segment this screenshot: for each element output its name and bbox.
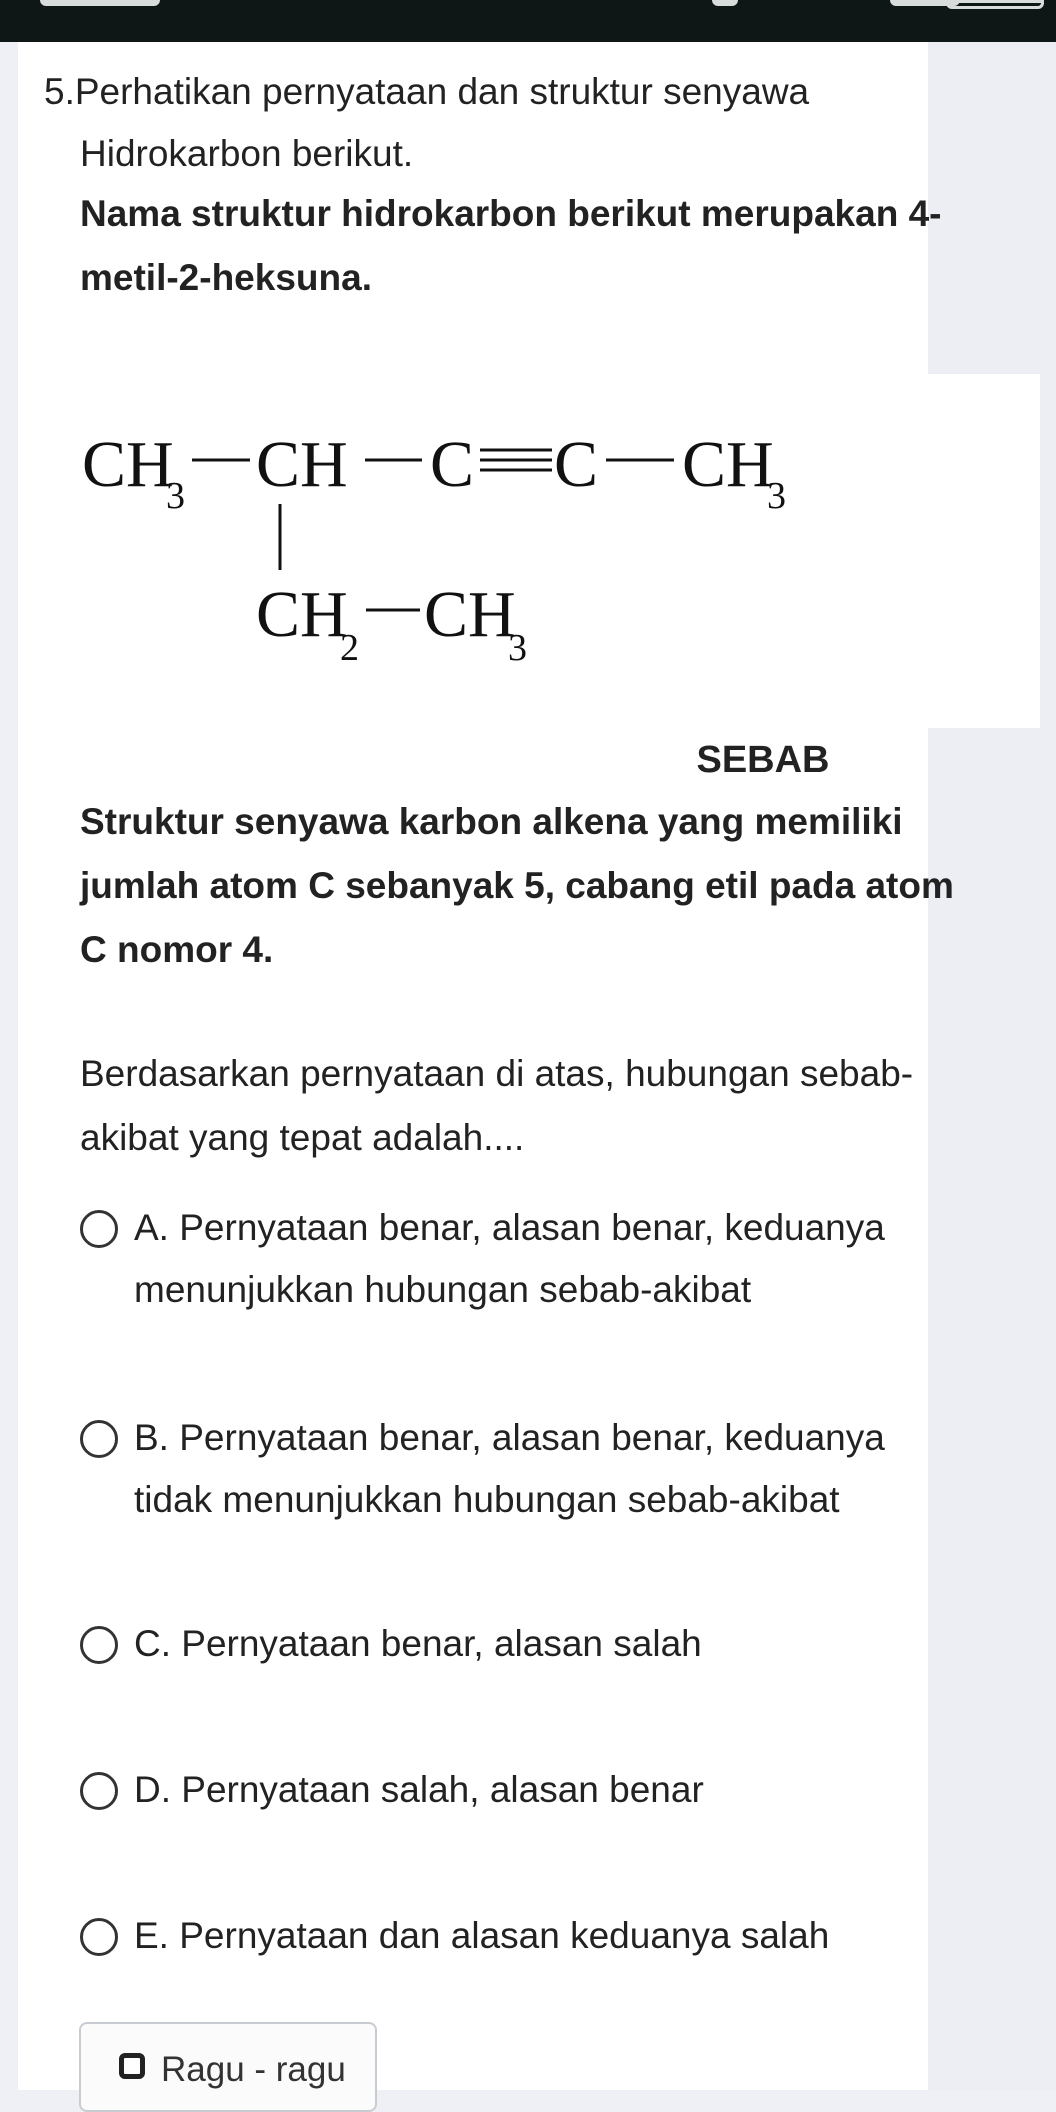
option-b-label: B. Pernyataan benar, alasan benar, keduanya [134,1417,885,1458]
ragu-ragu-button[interactable] [79,2022,377,2112]
clock-icon [40,0,160,6]
ch3-branch-subscript: 3 [508,627,527,669]
ch3-left-label: CH [82,428,174,501]
structure-image [62,374,1040,728]
reason-text: Struktur senyawa karbon alkena yang memiliki [80,801,903,842]
option-a-label-cont: menunjukkan hubungan sebab-akibat [134,1269,752,1310]
radio-button-b[interactable] [80,1420,118,1458]
checkbox-icon [119,2053,145,2079]
ch3-right-label: CH [682,428,774,501]
option-c[interactable] [80,1612,940,1678]
statement-text-cont: metil-2-heksuna. [80,257,372,298]
connector-label: SEBAB [696,739,830,781]
ch2-subscript: 2 [340,627,359,669]
radio-button-a[interactable] [80,1210,118,1248]
c-label-1: C [430,428,475,501]
question-title-cont: Hidrokarbon berikut. [80,133,414,174]
option-d[interactable] [80,1758,940,1824]
page-margin-right [928,42,1056,2090]
radio-button-c[interactable] [80,1626,118,1664]
option-d-label: D. Pernyataan salah, alasan benar [134,1769,704,1810]
status-bar [0,0,1056,42]
statement-text: Nama struktur hidrokarbon berikut merupakan 4- [80,193,942,234]
ch2-label: CH [256,578,348,651]
ch-label: CH [256,428,348,501]
prompt-text-cont: akibat yang tepat adalah.... [80,1117,525,1158]
option-e-label: E. Pernyataan dan alasan keduanya salah [134,1915,830,1956]
notification-icon [712,0,738,6]
page-margin [0,42,18,2090]
option-a-label: A. Pernyataan benar, alasan benar, keduanya [134,1207,885,1248]
ch3-left-subscript: 3 [166,475,185,517]
radio-button-d[interactable] [80,1772,118,1810]
option-b-label-cont: tidak menunjukkan hubungan sebab-akibat [134,1479,840,1520]
ch3-right-subscript: 3 [767,475,786,517]
question-title: 5.Perhatikan pernyataan dan struktur senyawa [44,71,810,112]
ch3-branch-label: CH [424,578,516,651]
option-b[interactable] [80,1406,940,1536]
radio-button-e[interactable] [80,1918,118,1956]
prompt-text: Berdasarkan pernyataan di atas, hubungan sebab- [80,1053,914,1094]
option-e[interactable] [80,1904,940,1970]
reason-text-end: C nomor 4. [80,929,274,970]
option-c-label: C. Pernyataan benar, alasan salah [134,1623,702,1664]
battery-icon [946,0,1044,9]
reason-text-cont: jumlah atom C sebanyak 5, cabang etil pada atom [80,865,954,906]
option-a[interactable] [80,1196,940,1326]
hydrocarbon-structure [62,374,1040,728]
c-label-2: C [554,428,599,501]
ragu-ragu-label: Ragu - ragu [161,2050,346,2089]
